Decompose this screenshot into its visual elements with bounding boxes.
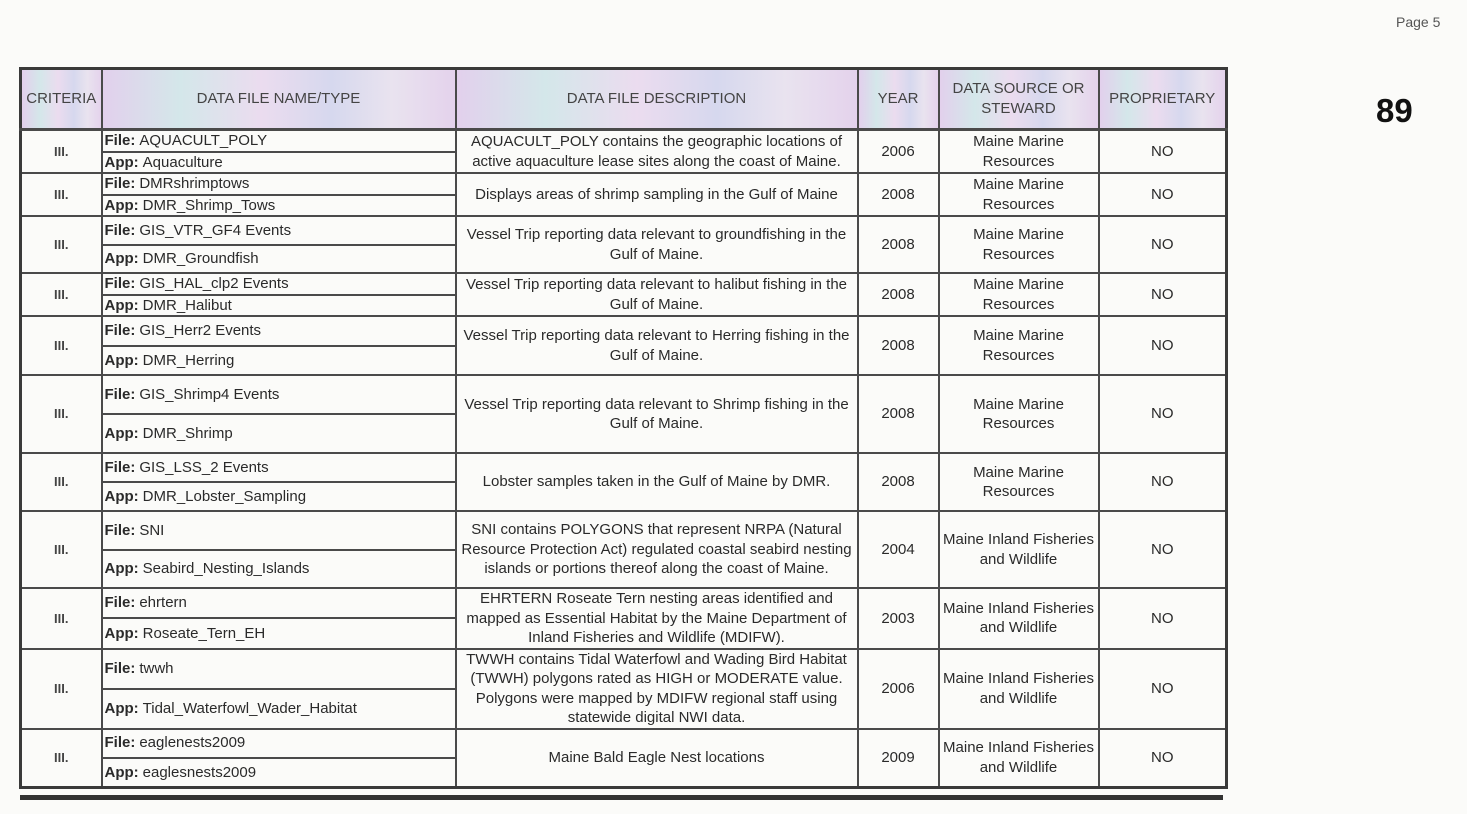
description-cell: Displays areas of shrimp sampling in the Gulf of Maine: [456, 173, 858, 216]
name-cell: [102, 375, 456, 453]
app-label: App:: [104, 624, 139, 642]
table-row: [21, 316, 1227, 375]
file-line: [103, 454, 455, 483]
header-source: DATA SOURCE OR STEWARD: [939, 69, 1099, 130]
year-cell: 2008: [858, 453, 939, 511]
table-row: [21, 729, 1227, 788]
app-label: App:: [104, 250, 139, 267]
file-name: ehrtern: [139, 594, 187, 612]
proprietary-cell: NO: [1099, 375, 1227, 453]
name-cell: [102, 173, 456, 216]
app-name: Tidal_Waterfowl_Wader_Habitat: [142, 699, 357, 717]
app-line: [103, 196, 455, 216]
description-cell: Vessel Trip reporting data relevant to Shrimp fishing in the Gulf of Maine.: [456, 375, 858, 453]
file-label: File:: [104, 594, 136, 612]
source-cell: Maine Marine Resources: [939, 375, 1099, 453]
source-cell: Maine Marine Resources: [939, 173, 1099, 216]
file-label: File:: [104, 385, 136, 403]
source-cell: Maine Inland Fisheries and Wildlife: [939, 729, 1099, 788]
description-cell: SNI contains POLYGONS that represent NRPA (Natural Resource Protection Act) regulated coastal seabird nesting islands or portions thereof along the coast of Maine.: [456, 511, 858, 588]
file-line: [103, 131, 455, 153]
source-cell: Maine Marine Resources: [939, 273, 1099, 316]
table-row: [21, 273, 1227, 316]
table-row: [21, 649, 1227, 729]
app-name: Roseate_Tern_EH: [142, 624, 266, 642]
app-label: App:: [104, 196, 139, 214]
name-cell: [102, 511, 456, 588]
file-label: File:: [104, 322, 136, 339]
name-cell: [102, 649, 456, 729]
name-cell: [102, 729, 456, 788]
file-line: [103, 274, 455, 296]
app-label: App:: [104, 351, 139, 369]
source-cell: Maine Inland Fisheries and Wildlife: [939, 588, 1099, 649]
description-cell: Vessel Trip reporting data relevant to groundfishing in the Gulf of Maine.: [456, 216, 858, 273]
app-name: DMR_Shrimp_Tows: [142, 196, 276, 214]
bottom-rule: [20, 795, 1223, 800]
app-name: DMR_Halibut: [142, 296, 232, 314]
source-cell: Maine Marine Resources: [939, 130, 1099, 174]
app-name: DMR_Shrimp: [142, 424, 233, 442]
app-name: DMR_Groundfish: [142, 250, 259, 267]
file-label: File:: [104, 175, 136, 192]
file-name: GIS_LSS_2 Events: [139, 458, 269, 476]
name-cell: [102, 588, 456, 649]
year-cell: 2004: [858, 511, 939, 588]
year-cell: 2006: [858, 649, 939, 729]
proprietary-cell: NO: [1099, 273, 1227, 316]
file-label: File:: [104, 734, 136, 752]
criteria-cell: III.: [21, 649, 102, 729]
file-name: eaglenests2009: [139, 734, 246, 752]
source-cell: Maine Marine Resources: [939, 216, 1099, 273]
app-name: eaglesnests2009: [142, 763, 257, 781]
name-cell: [102, 273, 456, 316]
file-name: SNI: [139, 521, 165, 539]
table-row: [21, 375, 1227, 453]
file-name: GIS_VTR_GF4 Events: [139, 221, 292, 239]
criteria-cell: III.: [21, 130, 102, 174]
header-description: DATA FILE DESCRIPTION: [456, 69, 858, 130]
header-year: YEAR: [858, 69, 939, 130]
criteria-cell: III.: [21, 588, 102, 649]
file-line: [103, 174, 455, 196]
app-label: App:: [104, 153, 139, 171]
page-label: Page 5: [1396, 14, 1441, 30]
header-row: [21, 69, 1227, 130]
file-name: AQUACULT_POLY: [139, 132, 268, 149]
file-name: twwh: [139, 659, 174, 677]
description-cell: AQUACULT_POLY contains the geographic locations of active aquaculture lease sites along the coast of Maine.: [456, 130, 858, 174]
page-number: 89: [1376, 92, 1413, 129]
source-cell: Maine Marine Resources: [939, 453, 1099, 511]
proprietary-cell: NO: [1099, 130, 1227, 174]
year-cell: 2008: [858, 173, 939, 216]
year-cell: 2008: [858, 375, 939, 453]
app-label: App:: [104, 296, 139, 314]
app-line: [103, 483, 455, 510]
year-cell: 2008: [858, 273, 939, 316]
app-line: [103, 551, 455, 588]
header-criteria: CRITERIA: [21, 69, 102, 130]
description-cell: TWWH contains Tidal Waterfowl and Wading Bird Habitat (TWWH) polygons rated as HIGH or MODERATE value. Polygons were mapped by MDIFW regional staff using statewide digital NWI data.: [456, 649, 858, 729]
file-label: File:: [104, 659, 136, 677]
file-name: GIS_HAL_clp2 Events: [139, 275, 289, 292]
app-label: App:: [104, 424, 139, 442]
year-cell: 2003: [858, 588, 939, 649]
year-cell: 2008: [858, 216, 939, 273]
app-line: [103, 246, 455, 273]
proprietary-cell: NO: [1099, 173, 1227, 216]
proprietary-cell: NO: [1099, 588, 1227, 649]
file-label: File:: [104, 132, 136, 149]
criteria-cell: III.: [21, 216, 102, 273]
file-label: File:: [104, 275, 136, 292]
proprietary-cell: NO: [1099, 216, 1227, 273]
proprietary-cell: NO: [1099, 316, 1227, 375]
criteria-cell: III.: [21, 729, 102, 788]
description-cell: EHRTERN Roseate Tern nesting areas identified and mapped as Essential Habitat by the Maine Department of Inland Fisheries and Wildlife (MDIFW).: [456, 588, 858, 649]
description-cell: Vessel Trip reporting data relevant to halibut fishing in the Gulf of Maine.: [456, 273, 858, 316]
app-name: DMR_Lobster_Sampling: [142, 487, 307, 505]
year-cell: 2008: [858, 316, 939, 375]
table-row: [21, 173, 1227, 216]
file-label: File:: [104, 458, 136, 476]
year-cell: 2006: [858, 130, 939, 174]
app-label: App:: [104, 763, 139, 781]
description-cell: Maine Bald Eagle Nest locations: [456, 729, 858, 788]
name-cell: [102, 130, 456, 174]
file-label: File:: [104, 521, 136, 539]
app-line: [103, 690, 455, 728]
app-line: [103, 619, 455, 647]
file-name: GIS_Herr2 Events: [139, 322, 262, 339]
name-cell: [102, 216, 456, 273]
app-line: [103, 153, 455, 173]
description-cell: Lobster samples taken in the Gulf of Maine by DMR.: [456, 453, 858, 511]
file-name: GIS_Shrimp4 Events: [139, 385, 280, 403]
app-line: [103, 415, 455, 452]
criteria-cell: III.: [21, 375, 102, 453]
header-proprietary: PROPRIETARY: [1099, 69, 1227, 130]
file-line: [103, 317, 455, 347]
proprietary-cell: NO: [1099, 511, 1227, 588]
data-file-table: [19, 67, 1228, 789]
file-label: File:: [104, 221, 136, 239]
criteria-cell: III.: [21, 316, 102, 375]
file-line: [103, 512, 455, 551]
table-row: [21, 130, 1227, 174]
header-name: DATA FILE NAME/TYPE: [102, 69, 456, 130]
file-line: [103, 730, 455, 759]
name-cell: [102, 316, 456, 375]
source-cell: Maine Marine Resources: [939, 316, 1099, 375]
app-name: Aquaculture: [142, 153, 223, 171]
file-line: [103, 217, 455, 246]
app-name: DMR_Herring: [142, 351, 235, 369]
app-label: App:: [104, 487, 139, 505]
file-line: [103, 650, 455, 690]
file-name: DMRshrimptows: [139, 175, 250, 192]
name-cell: [102, 453, 456, 511]
app-line: [103, 347, 455, 375]
file-line: [103, 589, 455, 619]
table-row: [21, 216, 1227, 273]
app-label: App:: [104, 560, 139, 577]
criteria-cell: III.: [21, 511, 102, 588]
proprietary-cell: NO: [1099, 649, 1227, 729]
file-line: [103, 376, 455, 415]
source-cell: Maine Inland Fisheries and Wildlife: [939, 649, 1099, 729]
description-cell: Vessel Trip reporting data relevant to Herring fishing in the Gulf of Maine.: [456, 316, 858, 375]
proprietary-cell: NO: [1099, 453, 1227, 511]
proprietary-cell: NO: [1099, 729, 1227, 788]
app-line: [103, 759, 455, 786]
criteria-cell: III.: [21, 273, 102, 316]
app-name: Seabird_Nesting_Islands: [142, 560, 310, 577]
year-cell: 2009: [858, 729, 939, 788]
app-line: [103, 296, 455, 316]
source-cell: Maine Inland Fisheries and Wildlife: [939, 511, 1099, 588]
app-label: App:: [104, 699, 139, 717]
criteria-cell: III.: [21, 453, 102, 511]
criteria-cell: III.: [21, 173, 102, 216]
table-row: [21, 588, 1227, 649]
table-row: [21, 511, 1227, 588]
table-row: [21, 453, 1227, 511]
